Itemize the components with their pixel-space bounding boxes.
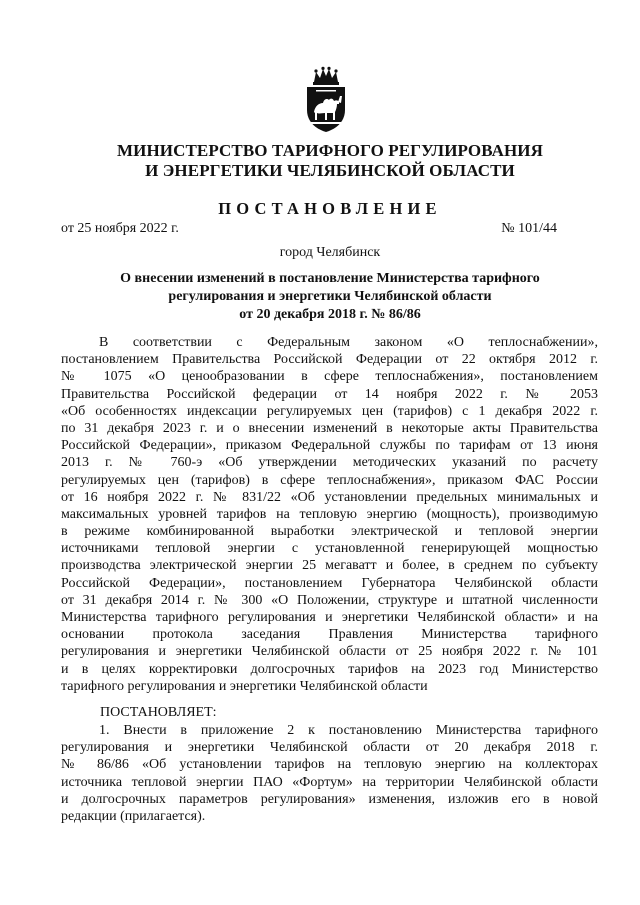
text-line: максимальных уровней тарифов на тепловую энергию (мощность), производимую [61,506,598,522]
resolve-heading: ПОСТАНОВЛЯЕТ: [100,705,217,720]
text-line: источниками тепловой энергии с установленной генерирующей мощностью [61,541,598,557]
subject-line: регулирования и энергетики Челябинской области [168,289,492,304]
text-line: регулирования и энергетики Челябинской области от 25 ноября 2022 г. № 101 [61,644,598,660]
subject-line: от 20 декабря 2018 г. № 86/86 [239,307,421,322]
city-name: город Челябинск [279,245,381,260]
text-line: Российской Федерации», постановлением Губернатора Челябинской области [61,575,598,591]
text-line: постановлением Правительства Российской Федерации от 22 октября 2012 г. [61,352,598,368]
document-number: № 101/44 [501,221,557,236]
text-line: «Об особенностях индексации регулируемых цен (тарифов) с 1 декабря 2022 г. [61,403,598,419]
text-line: 2013 г. № 760-э «Об утверждении методических указаний по расчету [61,455,598,471]
subject-line: О внесении изменений в постановление Министерства тарифного [120,271,540,286]
coat-of-arms-icon [302,66,350,134]
ministry-name-line: И ЭНЕРГЕТИКИ ЧЕЛЯБИНСКОЙ ОБЛАСТИ [145,161,515,180]
document-type-title: ПОСТАНОВЛЕНИЕ [218,199,442,218]
text-line: источника тепловой энергии ПАО «Фортум» на территории Челябинской области [61,774,598,790]
text-line: и в целях корректировки долгосрочных тарифов на 2023 год Министерство [61,661,598,677]
document-date: от 25 ноября 2022 г. [61,221,179,236]
text-line: и долгосрочных параметров регулирования» изменения, изложив его в новой [61,791,598,807]
item-1-paragraph [61,722,598,825]
text-line: по 31 декабря 2023 г. и о внесении изменений в некоторые акты Правительства [61,420,598,436]
text-line: № 86/86 «Об установлении тарифов на тепловую энергию на коллекторах [61,757,598,773]
text-line: в режиме комбинированной выработки электрической и тепловой энергии [61,524,598,540]
text-line: В соответствии с Федеральным законом «О теплоснабжении», [99,335,598,350]
text-line: редакции (прилагается). [61,808,206,824]
text-line: производства электрической энергии 25 мегаватт и более, в среднем по субъекту [61,558,598,574]
text-line: от 16 ноября 2022 г. № 831/22 «Об установлении предельных минимальных и [61,489,598,505]
preamble-paragraph [61,334,598,695]
text-line: от 31 декабря 2014 г. № 300 «О Положении, структуре и штатной численности [61,592,598,608]
text-line: Правительства Российской федерации от 14 ноября 2022 г. № 2053 [61,386,598,402]
text-line: Российской Федерации», приказом Федеральной службы по тарифам от 13 июня [61,438,598,454]
text-line: 1. Внести в приложение 2 к постановлению Министерства тарифного [99,723,598,738]
text-line: регулируемых цен (тарифов) в сфере теплоснабжения», приказом ФАС России [61,472,598,488]
ministry-name-line: МИНИСТЕРСТВО ТАРИФНОГО РЕГУЛИРОВАНИЯ [116,141,544,160]
text-line: тарифного регулирования и энергетики Челябинской области [61,678,428,694]
text-line: № 1075 «О ценообразовании в сфере теплоснабжения», постановлением [61,369,598,385]
text-line: Министерства тарифного регулирования и энергетики Челябинской области» и на [61,610,598,625]
text-line: основании протокола заседания Правления Министерства тарифного [61,627,598,643]
ministry-name [60,141,600,181]
text-line: регулирования и энергетики Челябинской области от 20 декабря 2018 г. [61,740,598,756]
document-subject [60,270,600,324]
